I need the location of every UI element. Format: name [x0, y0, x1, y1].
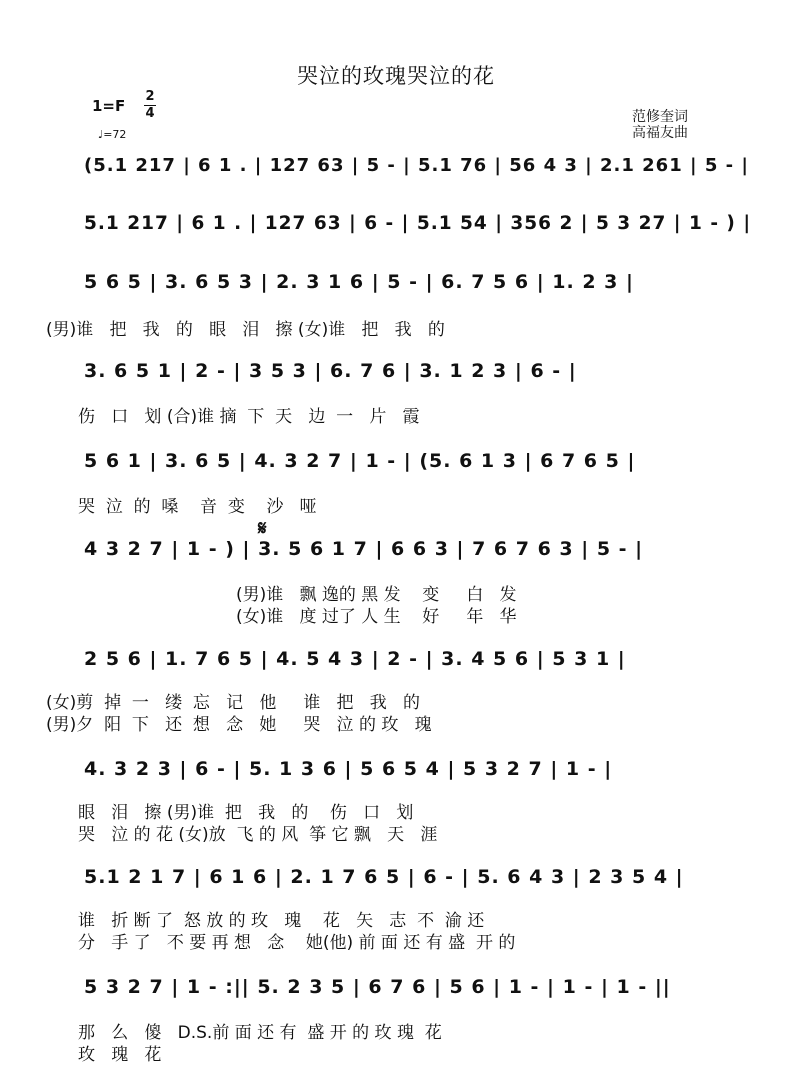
notation-line: 5 6 5 | 3. 6 5 3 | 2. 3 1 6 | 5 - | 6. 7 5 6 | 1. 2 3 | [84, 271, 634, 293]
notation-line: 5.1 2 1 7 | 6 1 6 | 2. 1 7 6 5 | 6 - | 5. 6 4 3 | 2 3 5 4 | [84, 866, 684, 888]
tempo-marking: ♩=72 [98, 128, 127, 141]
lyric-line: 哭 泣 的 嗓 音 变 沙 哑 [78, 497, 317, 517]
notation-line: 3. 6 5 1 | 2 - | 3 5 3 | 6. 7 6 | 3. 1 2 3 | 6 - | [84, 360, 577, 382]
lyric-line: 哭 泣 的 花 (女)放 飞 的 风 筝 它 飘 天 涯 [78, 825, 438, 845]
lyric-line: 那 么 傻 D.S.前 面 还 有 盛 开 的 玫 瑰 花 [78, 1023, 442, 1043]
time-signature [144, 90, 156, 121]
notation-line: (5.1 217 | 6 1 . | 127 63 | 5 - | 5.1 76 | 56 4 3 | 2.1 261 | 5 - | [84, 155, 749, 176]
notation-line: 4 3 2 7 | 1 - ) | 3. 5 6 1 7 | 6 6 3 | 7 6 7 6 3 | 5 - | [84, 538, 644, 560]
lyricist-credit: 范修奎词 [632, 109, 688, 125]
segno-sign: 𝄋 [258, 516, 267, 540]
lyric-line: 玫 瑰 花 [78, 1045, 162, 1065]
lyric-line: (男)夕 阳 下 还 想 念 她 哭 泣 的 玫 瑰 [46, 715, 432, 735]
lyric-line: 伤 口 划 (合)谁 摘 下 天 边 一 片 霞 [78, 407, 420, 427]
lyric-line: 眼 泪 擦 (男)谁 把 我 的 伤 口 划 [78, 803, 414, 823]
notation-line: 5 3 2 7 | 1 - :|| 5. 2 3 5 | 6 7 6 | 5 6 | 1 - | 1 - | 1 - || [84, 976, 671, 998]
notation-line: 2 5 6 | 1. 7 6 5 | 4. 5 4 3 | 2 - | 3. 4 5 6 | 5 3 1 | [84, 648, 626, 670]
key-signature: 1=F [92, 97, 126, 115]
lyric-line: (女)剪 掉 一 缕 忘 记 他 谁 把 我 的 [46, 693, 420, 713]
notation-line: 5.1 217 | 6 1 . | 127 63 | 6 - | 5.1 54 | 356 2 | 5 3 27 | 1 - ) | [84, 213, 752, 234]
notation-line: 4. 3 2 3 | 6 - | 5. 1 3 6 | 5 6 5 4 | 5 3 2 7 | 1 - | [84, 758, 613, 780]
song-title: 哭泣的玫瑰哭泣的花 [297, 64, 495, 88]
notation-line: 5 6 1 | 3. 6 5 | 4. 3 2 7 | 1 - | (5. 6 1 3 | 6 7 6 5 | [84, 450, 636, 472]
lyric-line: (男)谁 把 我 的 眼 泪 擦 (女)谁 把 我 的 [46, 320, 445, 340]
lyric-line: 分 手 了 不 要 再 想 念 她(他) 前 面 还 有 盛 开 的 [78, 933, 516, 953]
time-signature-bottom: 4 [145, 106, 155, 121]
lyric-line: (女)谁 度 过了 人 生 好 年 华 [236, 607, 517, 627]
lyric-line: (男)谁 飘 逸的 黑 发 变 白 发 [236, 585, 517, 605]
time-signature-top: 2 [145, 89, 155, 104]
lyric-line: 谁 折 断 了 怒 放 的 玫 瑰 花 矢 志 不 渝 还 [78, 911, 485, 931]
composer-credit: 高福友曲 [632, 125, 688, 141]
